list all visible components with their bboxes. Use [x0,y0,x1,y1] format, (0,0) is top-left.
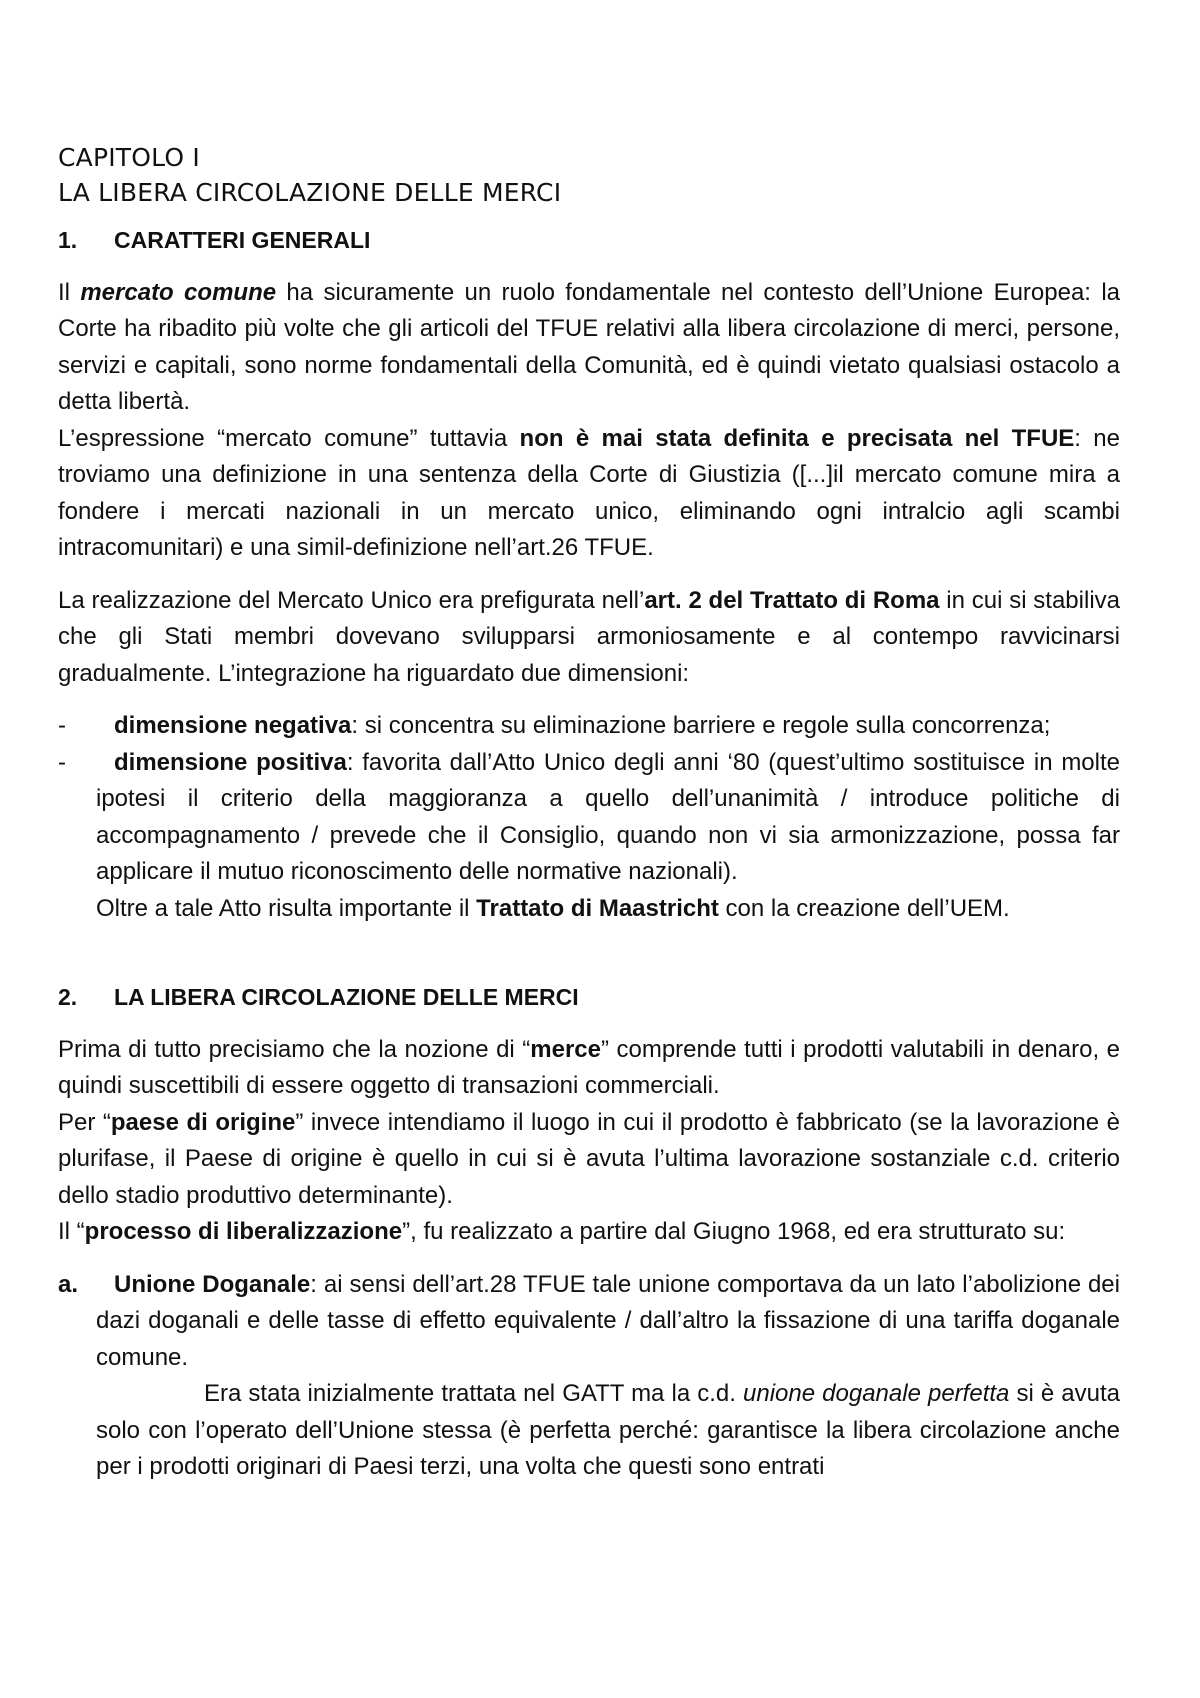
emphasis-term: unione doganale perfetta [743,1380,1010,1407]
emphasis-term: merce [530,1035,601,1063]
text-run: si è avuta solo con l’operato dell’Unione stessa (è perfetta perché: garantisce la libera circolazione anche per i prodotti originari di Paesi terzi, una volta che questi sono entrati [96,1380,1120,1480]
list-term: Unione Doganale [114,1270,311,1298]
list-term: dimensione positiva [114,748,347,776]
section-1-number: 1. [58,227,78,253]
chapter-subject: LA LIBERA CIRCOLAZIONE DELLE MERCI [58,178,562,207]
list-item-unione-doganale [58,1267,1120,1377]
emphasis-term: paese di origine [110,1108,296,1136]
document-page [58,140,1120,1486]
text-run: Il [58,278,81,306]
section-1-heading [58,222,1120,259]
section-1-title: CARATTERI GENERALI [114,227,371,253]
list-letter: a. [58,1270,79,1298]
text-run: Oltre a tale Atto risulta importante il [96,894,477,922]
section-2-paragraph-1 [58,1032,1120,1105]
chapter-number: CAPITOLO I [58,143,200,172]
emphasis-term: processo di liberalizzazione [84,1218,403,1245]
section-1-paragraph-2 [58,421,1120,567]
section-2-heading [58,979,1120,1016]
text-run: in cui si stabiliva che gli Stati membri dovevano svilupparsi armoniosamente e al contempo ravvicinarsi gradualmente. L’integrazione ha riguardato due dimensioni: [58,586,1120,687]
list-term: dimensione negativa [114,712,352,739]
section-2-title: LA LIBERA CIRCOLAZIONE DELLE MERCI [114,984,579,1010]
emphasis-term: art. 2 del Trattato di Roma [644,586,940,614]
section-2-paragraph-3 [58,1214,1120,1251]
section-1-paragraph-1 [58,275,1120,421]
emphasis-term: Trattato di Maastricht [476,894,719,922]
list-text: : si concentra su eliminazione barriere e regole sulla concorrenza; [351,712,1051,739]
list-text: : favorita dall’Atto Unico degli anni ‘80 (quest’ultimo sostituisce in molte ipotesi il criterio della maggioranza a quello dell’unanimità / introduce politiche di accompagnamento / prevede che il Consiglio, quando non vi sia armonizzazione, possa far applicare il mutuo riconoscimento delle normative nazionali). [96,748,1121,885]
text-run: : ne troviamo una definizione in una sentenza della Corte di Giustizia ([...]il mercato comune mira a fondere i mercati nazionali in un mercato unico, eliminando ogni intralcio agli scambi intracomunitari) e una simil-definizione nell’art.26 TFUE. [58,424,1120,561]
list-text: : ai sensi dell’art.28 TFUE tale unione comportava da un lato l’abolizione dei dazi doganali e delle tasse di effetto equivalente / dall’altro la fissazione di una tariffa doganale comune. [96,1270,1120,1371]
text-run: La realizzazione del Mercato Unico era prefigurata nell’ [58,586,645,614]
list-item-unione-doganale-continuation [58,1376,1120,1486]
section-2-paragraph-2 [58,1105,1120,1215]
section-2-number: 2. [58,984,78,1010]
text-run: ”, fu realizzato a partire dal Giugno 1968, ed era strutturato su: [402,1218,1066,1245]
text-run: Prima di tutto precisiamo che la nozione di “ [58,1035,531,1063]
list-bullet: - [58,748,66,776]
section-1-paragraph-3 [58,583,1120,693]
list-bullet: - [58,712,66,739]
text-run: Il “ [58,1218,85,1245]
text-run: con la creazione dell’UEM. [718,894,1010,922]
list-item-negative [58,708,1120,745]
chapter-title [58,140,1120,210]
list-item-positive [58,745,1120,891]
emphasis-term: non è mai stata definita e precisata nel TFUE [519,424,1075,452]
section-1-paragraph-4 [58,891,1120,928]
emphasis-term: mercato comune [80,278,277,306]
text-run: Per “ [58,1108,111,1136]
text-run: ” invece intendiamo il luogo in cui il prodotto è fabbricato (se la lavorazione è plurifase, il Paese di origine è quello in cui si è avuta l’ultima lavorazione sostanziale c.d. criterio dello stadio produttivo determinante). [58,1108,1121,1209]
text-run: Era stata inizialmente trattata nel GATT ma la c.d. [204,1380,743,1407]
text-run: ” comprende tutti i prodotti valutabili in denaro, e quindi suscettibili di essere oggetto di transazioni commerciali. [58,1035,1120,1099]
text-run: L’espressione “mercato comune” tuttavia [58,424,520,452]
text-run: ha sicuramente un ruolo fondamentale nel contesto dell’Unione Europea: la Corte ha ribadito più volte che gli articoli del TFUE relativi alla libera circolazione di merci, persone, servizi e capitali, sono norme fondamentali della Comunità, ed è quindi vietato qualsiasi ostacolo a detta libertà. [58,278,1120,415]
